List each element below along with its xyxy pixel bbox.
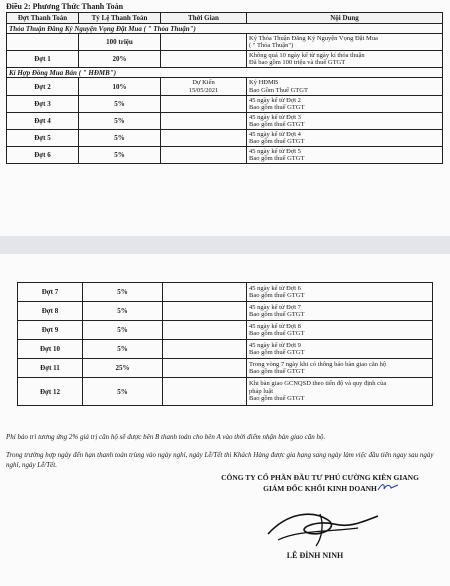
- holiday-note: Trong trường hợp ngày đến hạn thanh toán trùng vào ngày nghỉ, ngày Lễ/Tết thì Khách Hàng được gia hạng sang ngày làm việc đầu tiên ngay sau ngày nghỉ, ngày Lễ/Tết.: [6, 451, 434, 469]
- table-row: [18, 302, 433, 321]
- maintenance-fee-note: Phí bảo trì tương ứng 2% giá trị căn hộ sẽ được bên B thanh toán cho bên A vào thời điểm nhận bàn giao căn hộ.: [6, 433, 326, 441]
- signer-name: LÊ ĐÌNH NINH: [286, 551, 344, 560]
- time-line: Dự Kiến: [192, 78, 215, 86]
- installment-cell: Đợt 6: [7, 147, 79, 164]
- table-row: [18, 378, 433, 406]
- content-line: Khi bàn giao GCNQSD theo tiến độ và quy định của: [249, 380, 387, 388]
- section-row-contract: [7, 68, 443, 78]
- content-line: pháp luật: [249, 387, 274, 395]
- ratio-cell: 5%: [83, 283, 163, 302]
- content-cell: [247, 51, 443, 68]
- table-row: [7, 96, 443, 113]
- time-line: 15/05/2021: [188, 86, 219, 94]
- ratio-cell: 100 triệu: [79, 34, 161, 51]
- content-cell: [247, 78, 443, 96]
- ratio-cell: 5%: [79, 147, 161, 164]
- table-row: [7, 78, 443, 96]
- content-cell: [247, 302, 433, 321]
- installment-cell: Đợt 3: [7, 96, 79, 113]
- time-cell: [163, 359, 247, 378]
- content-line: 45 ngày kể từ Đợt 7: [249, 303, 301, 311]
- ratio-cell: 5%: [83, 340, 163, 359]
- ratio-cell: 5%: [79, 130, 161, 147]
- table-row: [18, 283, 433, 302]
- time-cell: [161, 34, 247, 51]
- header-time: Thời Gian: [161, 13, 247, 24]
- page-gap: [0, 236, 450, 254]
- content-line: Bao gồm thuế GTGT: [249, 138, 305, 145]
- content-line: Bao gồm thuế GTGT: [249, 292, 305, 299]
- content-line: Bao gồm thuế GTGT: [249, 155, 305, 162]
- ratio-cell: 5%: [83, 378, 163, 406]
- content-cell: [247, 113, 443, 130]
- content-line: 45 ngày kể từ Đợt 3: [249, 113, 301, 121]
- installment-cell: Đợt 2: [7, 78, 79, 96]
- content-cell: [247, 340, 433, 359]
- ratio-cell: 5%: [83, 321, 163, 340]
- installment-cell: Đợt 1: [7, 51, 79, 68]
- table-row: [18, 359, 433, 378]
- payment-table-continued: [17, 282, 433, 406]
- installment-cell: Đợt 10: [18, 340, 83, 359]
- content-line: Đã bao gồm 100 triệu và thuế GTGT: [249, 59, 346, 66]
- content-line: Ký HĐMB: [249, 79, 279, 86]
- section-label: Kí Hợp Đồng Mua Bán ( " HĐMB"): [7, 68, 443, 78]
- content-cell: [247, 34, 443, 51]
- payment-table: [6, 12, 443, 164]
- content-line: 45 ngày kể từ Đợt 6: [249, 284, 301, 292]
- installment-cell: Đợt 12: [18, 378, 83, 406]
- time-cell: [161, 147, 247, 164]
- header-content: Nội Dung: [247, 13, 443, 24]
- content-line: Ký Thỏa Thuận Đăng Ký Nguyện Vọng Đặt Mua: [249, 34, 378, 42]
- content-line: 45 ngày kể từ Đợt 4: [249, 130, 301, 138]
- handwritten-signature: [258, 502, 388, 552]
- content-cell: [247, 283, 433, 302]
- content-line: Bao gồm thuế GTGT: [249, 368, 305, 375]
- content-line: Bao gồm thuế GTGT: [249, 395, 305, 403]
- content-line: Bao gồm thuế GTGT: [249, 121, 305, 128]
- section-row-agreement: [7, 24, 443, 34]
- table-header-row: [7, 13, 443, 24]
- installment-cell: Đợt 5: [7, 130, 79, 147]
- content-cell: [247, 359, 433, 378]
- installment-cell: Đợt 8: [18, 302, 83, 321]
- ratio-cell: 10%: [79, 78, 161, 96]
- table-row: [18, 321, 433, 340]
- content-cell: [247, 130, 443, 147]
- table-row: [7, 51, 443, 68]
- content-line: Bao gồm thuế GTGT: [249, 349, 305, 356]
- content-line: Bao gồm thuế GTGT: [249, 311, 305, 318]
- content-line: Bao gồm thuế GTGT: [249, 330, 305, 337]
- table-row: [7, 130, 443, 147]
- ratio-cell: 5%: [83, 302, 163, 321]
- content-line: Không quá 10 ngày kể từ ngày kí thỏa thuận: [249, 51, 365, 59]
- time-cell: [163, 378, 247, 406]
- content-cell: [247, 378, 433, 406]
- content-cell: [247, 96, 443, 113]
- ratio-cell: 25%: [83, 359, 163, 378]
- section-label: Thỏa Thuận Đăng Ký Nguyện Vọng Đặt Mua ( " Thỏa Thuận"): [7, 24, 443, 34]
- content-line: 45 ngày kể từ Đợt 5: [249, 147, 301, 155]
- installment-cell: Đợt 9: [18, 321, 83, 340]
- time-cell: [161, 130, 247, 147]
- content-cell: [247, 321, 433, 340]
- content-line: ( " Thỏa Thuận"): [249, 42, 294, 49]
- page-2: [0, 254, 450, 586]
- time-cell: [163, 302, 247, 321]
- header-ratio: Tỷ Lệ Thanh Toán: [79, 13, 161, 24]
- content-line: 45 ngày kể từ Đợt 9: [249, 341, 301, 349]
- ratio-cell: 5%: [79, 96, 161, 113]
- installment-cell: [7, 34, 79, 51]
- time-cell: [163, 340, 247, 359]
- table-row: [7, 34, 443, 51]
- signer-title: GIÁM ĐỐC KHỐI KINH DOANH: [263, 484, 377, 493]
- time-cell: [163, 283, 247, 302]
- table-row: [18, 340, 433, 359]
- initial-signature: [376, 481, 402, 493]
- time-cell: [161, 78, 247, 96]
- content-line: Bao gồm thuế GTGT: [249, 104, 305, 111]
- header-installment: Đợt Thanh Toán: [7, 13, 79, 24]
- content-cell: [247, 147, 443, 164]
- installment-cell: Đợt 7: [18, 283, 83, 302]
- installment-cell: Đợt 11: [18, 359, 83, 378]
- table-row: [7, 113, 443, 130]
- section-heading: Điều 2: Phương Thức Thanh Toán: [6, 2, 124, 11]
- installment-cell: Đợt 4: [7, 113, 79, 130]
- content-line: Trong vòng 7 ngày khi có thông báo bàn giao căn hộ: [249, 360, 387, 368]
- time-cell: [161, 113, 247, 130]
- page-1: [0, 0, 450, 236]
- ratio-cell: 5%: [79, 113, 161, 130]
- company-name: CÔNG TY CỔ PHẦN ĐẦU TƯ PHÚ CƯỜNG KIÊN GIANG: [221, 473, 419, 482]
- content-line: 45 ngày kể từ Đợt 8: [249, 322, 301, 330]
- ratio-cell: 20%: [79, 51, 161, 68]
- time-cell: [161, 96, 247, 113]
- time-cell: [161, 51, 247, 68]
- content-line: 45 ngày kể từ Đợt 2: [249, 96, 301, 104]
- table-row: [7, 147, 443, 164]
- time-cell: [163, 321, 247, 340]
- content-line: Bao Gồm Thuế GTGT: [249, 86, 308, 94]
